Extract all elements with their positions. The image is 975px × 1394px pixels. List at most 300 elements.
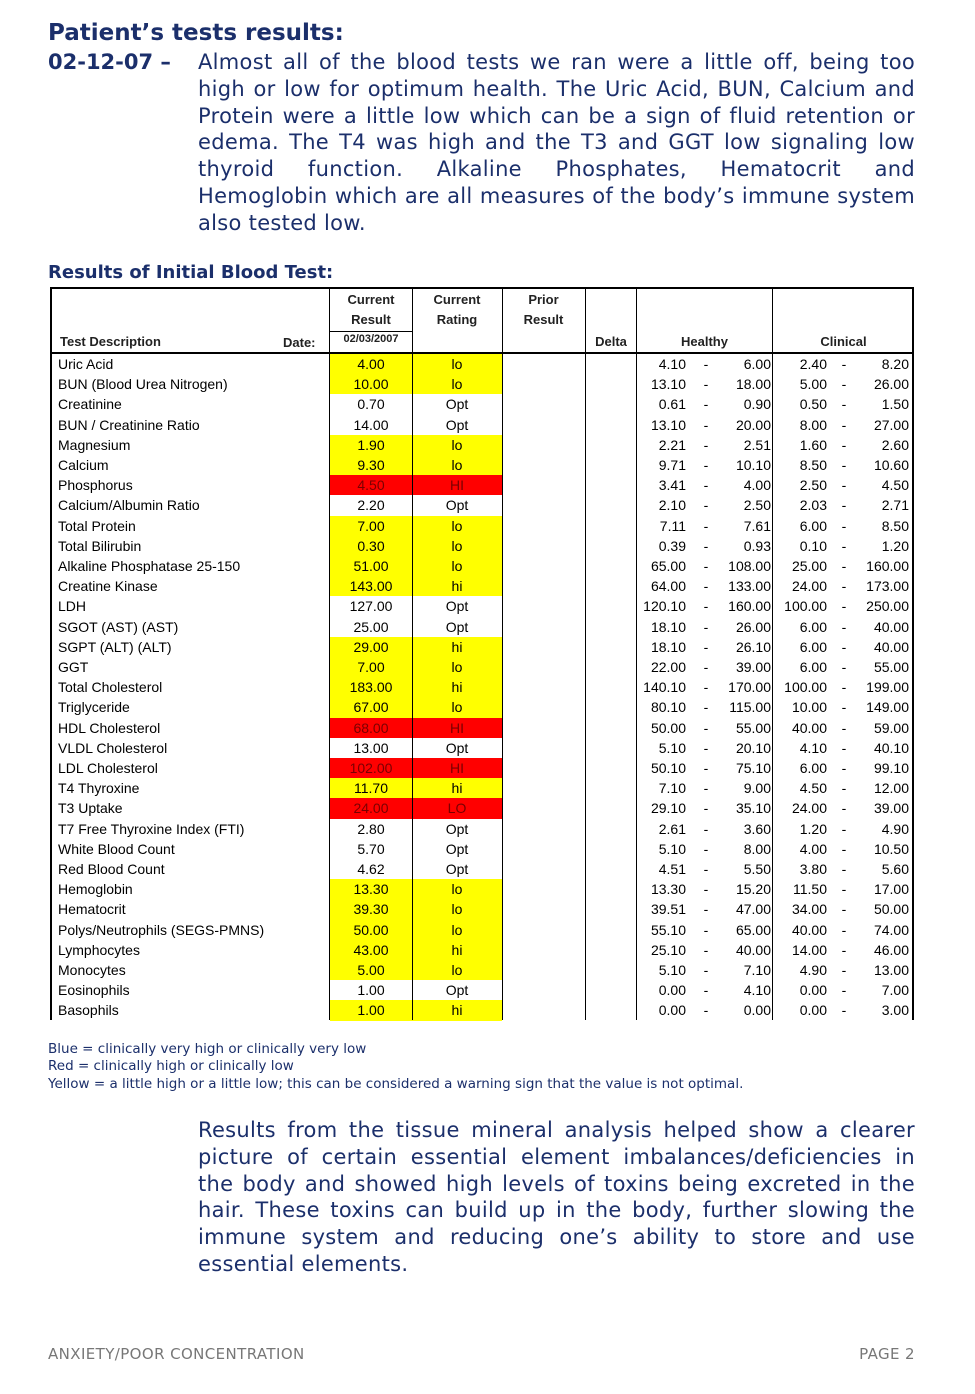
test-description: Monocytes (58, 962, 126, 978)
healthy-low: 0.00 (658, 982, 686, 999)
header-prior-result-line2: Result (523, 312, 564, 327)
healthy-high: 75.10 (735, 760, 771, 776)
healthy-low: 2.61 (658, 820, 686, 837)
test-description: LDL Cholesterol (58, 760, 158, 776)
current-rating: Opt (445, 416, 469, 433)
table-row (50, 879, 914, 899)
healthy-low: 0.00 (658, 1002, 686, 1019)
current-result: 4.50 (330, 475, 412, 495)
current-result: 9.30 (330, 455, 412, 475)
table-row (50, 374, 914, 394)
clinical-high: 17.00 (873, 881, 909, 898)
test-description: Calcium/Albumin Ratio (58, 497, 200, 514)
healthy-low: 5.10 (658, 840, 686, 857)
healthy-low: 13.10 (650, 416, 686, 433)
clinical-low: 0.00 (799, 982, 827, 999)
header-current-rating-line2: Rating (436, 312, 478, 327)
range-dash: - (703, 962, 709, 978)
outro-paragraph: Results from the tissue mineral analysis helped show a clearer picture of certain essential element imbalances/deficiencies in the body and showed high levels of toxins being excreted in the hair. These toxins can build up in the body, further slowing the immune system and reducing one’s ability to store and use essential elements. (198, 1118, 915, 1276)
current-result: 7.00 (330, 516, 412, 536)
table-row (50, 718, 914, 738)
clinical-high: 8.20 (881, 356, 909, 372)
range-dash: - (703, 457, 709, 473)
header-prior-result-line1: Prior (528, 292, 559, 307)
current-rating: lo (412, 899, 502, 919)
clinical-high: 250.00 (866, 598, 909, 615)
range-dash: - (703, 699, 709, 716)
clinical-high: 26.00 (873, 376, 909, 393)
clinical-low: 2.50 (799, 477, 827, 494)
healthy-low: 140.10 (643, 679, 686, 696)
range-dash: - (703, 1002, 709, 1019)
intro-paragraph: Almost all of the blood tests we ran were a little off, being too high or low for optimum health. The Uric Acid, BUN, Calcium and Protein were a little low which can be a sign of fluid retention or edema. The T4 was high and the T3 and GGT low signaling low thyroid function. Alkaline Phosphates, Hematocrit and Hemoglobin which are all measures of the body’s immune system also tested low. (198, 50, 915, 235)
test-description: VLDL Cholesterol (58, 739, 168, 756)
current-result: 11.70 (330, 778, 412, 798)
healthy-low: 50.10 (650, 760, 686, 776)
test-description: Polys/Neutrophils (SEGS-PMNS) (58, 921, 265, 938)
healthy-high: 8.00 (743, 840, 771, 857)
clinical-high: 13.00 (873, 962, 909, 978)
test-description: Creatine Kinase (58, 578, 158, 595)
table-row (50, 536, 914, 556)
healthy-high: 40.00 (735, 941, 771, 958)
range-dash: - (703, 638, 709, 655)
healthy-low: 0.61 (658, 396, 686, 413)
current-rating: HI (412, 758, 502, 778)
header-healthy: Healthy (681, 334, 728, 349)
clinical-low: 5.00 (799, 376, 827, 393)
current-rating: lo (412, 556, 502, 576)
table-row (50, 1000, 914, 1020)
clinical-low: 8.50 (799, 457, 827, 473)
range-dash: - (703, 578, 709, 595)
current-rating: hi (412, 778, 502, 798)
test-description: HDL Cholesterol (58, 719, 161, 736)
table-row (50, 354, 914, 374)
current-rating: lo (412, 657, 502, 677)
range-dash: - (703, 659, 709, 675)
table-row (50, 475, 914, 495)
healthy-high: 133.00 (728, 578, 771, 595)
range-dash: - (703, 537, 709, 554)
healthy-high: 26.00 (735, 618, 771, 635)
range-dash: - (841, 901, 847, 918)
range-dash: - (703, 982, 709, 999)
healthy-high: 4.00 (743, 477, 771, 494)
current-result: 51.00 (330, 556, 412, 576)
clinical-high: 99.10 (873, 760, 909, 776)
healthy-high: 9.00 (743, 780, 771, 797)
clinical-low: 8.00 (799, 416, 827, 433)
healthy-high: 115.00 (729, 699, 771, 716)
healthy-low: 80.10 (650, 699, 686, 716)
clinical-high: 199.00 (866, 679, 909, 696)
test-description: GGT (58, 659, 89, 675)
header-clinical: Clinical (820, 334, 867, 349)
current-result: 25.00 (353, 618, 389, 635)
range-dash: - (841, 1002, 847, 1019)
range-dash: - (703, 739, 709, 756)
healthy-low: 3.41 (658, 477, 686, 494)
healthy-low: 7.10 (658, 780, 686, 797)
clinical-low: 4.10 (799, 739, 827, 756)
current-rating: lo (412, 697, 502, 717)
current-rating: HI (412, 475, 502, 495)
clinical-low: 100.00 (784, 679, 827, 696)
table-row (50, 758, 914, 778)
current-rating: Opt (445, 497, 469, 514)
current-result: 1.90 (330, 435, 412, 455)
table-row (50, 798, 914, 818)
header-current-result-line2: Result (351, 312, 391, 327)
healthy-low: 5.10 (658, 962, 686, 978)
clinical-low: 100.00 (784, 598, 827, 615)
healthy-high: 108.00 (728, 558, 771, 574)
clinical-low: 6.00 (799, 618, 827, 635)
clinical-low: 11.50 (793, 881, 827, 898)
clinical-high: 40.10 (873, 739, 909, 756)
clinical-low: 1.20 (799, 820, 827, 837)
current-rating: lo (412, 354, 502, 374)
current-result: 1.00 (357, 982, 385, 999)
table-row (50, 738, 914, 758)
table-row (50, 415, 914, 435)
range-dash: - (703, 477, 709, 494)
healthy-low: 13.10 (650, 376, 686, 393)
clinical-high: 12.00 (873, 780, 909, 797)
current-rating: Opt (445, 982, 469, 999)
healthy-low: 120.10 (643, 598, 686, 615)
clinical-high: 39.00 (873, 800, 909, 817)
current-result: 24.00 (330, 798, 412, 818)
clinical-high: 7.00 (881, 982, 909, 999)
test-description: SGOT (AST) (AST) (58, 618, 179, 635)
page-heading: Patient’s tests results: (48, 20, 344, 46)
test-description: Total Cholesterol (58, 679, 163, 696)
range-dash: - (841, 982, 847, 999)
current-rating: hi (412, 576, 502, 596)
healthy-high: 6.00 (743, 356, 771, 372)
test-description: LDH (58, 598, 87, 615)
table-row (50, 657, 914, 677)
range-dash: - (841, 679, 847, 696)
range-dash: - (703, 820, 709, 837)
test-description: Lymphocytes (58, 941, 140, 958)
intro-date: 02-12-07 – (48, 50, 171, 74)
current-rating: lo (412, 516, 502, 536)
header-current-rating-line1: Current (433, 292, 481, 307)
test-description: T4 Thyroxine (58, 780, 140, 797)
current-result: 43.00 (330, 940, 412, 960)
clinical-low: 6.00 (799, 638, 827, 655)
clinical-low: 0.00 (799, 1002, 827, 1019)
range-dash: - (841, 416, 847, 433)
healthy-high: 3.60 (743, 820, 771, 837)
range-dash: - (703, 941, 709, 958)
clinical-high: 59.00 (873, 719, 909, 736)
table-row (50, 455, 914, 475)
clinical-high: 46.00 (873, 941, 909, 958)
healthy-high: 2.50 (743, 497, 771, 514)
range-dash: - (703, 598, 709, 615)
current-rating: lo (412, 455, 502, 475)
test-description: T7 Free Thyroxine Index (FTI) (58, 820, 245, 837)
clinical-high: 40.00 (873, 618, 909, 635)
clinical-low: 4.00 (799, 840, 827, 857)
header-date-value: 02/03/2007 (343, 333, 399, 345)
range-dash: - (841, 780, 847, 797)
range-dash: - (703, 800, 709, 817)
current-result: 13.00 (353, 739, 389, 756)
range-dash: - (841, 457, 847, 473)
healthy-high: 5.50 (743, 861, 771, 877)
range-dash: - (841, 881, 847, 898)
table-row (50, 596, 914, 616)
clinical-high: 160.00 (866, 558, 909, 574)
table-row (50, 859, 914, 879)
current-result: 10.00 (330, 374, 412, 394)
clinical-low: 40.00 (791, 719, 827, 736)
range-dash: - (841, 537, 847, 554)
clinical-high: 149.00 (866, 699, 909, 716)
healthy-low: 0.39 (658, 537, 686, 554)
test-description: Total Bilirubin (58, 537, 142, 554)
clinical-high: 173.00 (866, 578, 909, 595)
current-result: 67.00 (330, 697, 412, 717)
healthy-low: 22.00 (650, 659, 686, 675)
blood-test-table (50, 287, 914, 1020)
clinical-high: 1.20 (881, 537, 909, 554)
test-description: Creatinine (58, 396, 122, 413)
current-rating: Opt (445, 820, 469, 837)
range-dash: - (841, 820, 847, 837)
range-dash: - (703, 719, 709, 736)
clinical-high: 8.50 (881, 517, 909, 534)
range-dash: - (703, 679, 709, 696)
legend-yellow: Yellow = a little high or a little low; this can be considered a warning sign that the value is not optimal. (48, 1076, 744, 1092)
range-dash: - (841, 578, 847, 595)
range-dash: - (841, 800, 847, 817)
test-description: BUN / Creatinine Ratio (58, 416, 200, 433)
table-row (50, 697, 914, 717)
legend-red: Red = clinically high or clinically low (48, 1058, 294, 1074)
test-description: White Blood Count (58, 840, 175, 857)
healthy-high: 15.20 (735, 881, 771, 898)
healthy-high: 39.00 (735, 659, 771, 675)
section-title: Results of Initial Blood Test: (48, 262, 334, 283)
healthy-low: 13.30 (650, 881, 686, 898)
current-rating: lo (412, 879, 502, 899)
clinical-high: 10.50 (873, 840, 909, 857)
healthy-low: 29.10 (650, 800, 686, 817)
healthy-high: 65.00 (735, 921, 771, 938)
healthy-high: 35.10 (735, 800, 771, 817)
range-dash: - (703, 861, 709, 877)
range-dash: - (841, 638, 847, 655)
test-description: Magnesium (58, 436, 131, 453)
table-row (50, 940, 914, 960)
range-dash: - (841, 699, 847, 716)
current-result: 4.00 (330, 354, 412, 374)
healthy-low: 4.10 (658, 356, 686, 372)
table-row (50, 677, 914, 697)
current-rating: hi (412, 1000, 502, 1020)
range-dash: - (841, 436, 847, 453)
range-dash: - (703, 921, 709, 938)
healthy-high: 55.00 (735, 719, 771, 736)
range-dash: - (841, 739, 847, 756)
clinical-high: 50.00 (873, 901, 909, 918)
healthy-high: 26.10 (735, 638, 771, 655)
current-result: 4.62 (357, 861, 385, 877)
range-dash: - (703, 396, 709, 413)
header-current-result-line1: Current (347, 292, 395, 307)
range-dash: - (703, 780, 709, 797)
clinical-low: 10.00 (791, 699, 827, 716)
range-dash: - (703, 840, 709, 857)
range-dash: - (703, 436, 709, 453)
healthy-high: 2.51 (743, 436, 771, 453)
clinical-high: 27.00 (873, 416, 909, 433)
clinical-high: 74.00 (873, 921, 909, 938)
test-description: Triglyceride (58, 699, 130, 716)
header-test-description: Test Description (60, 334, 161, 349)
range-dash: - (841, 477, 847, 494)
range-dash: - (841, 840, 847, 857)
current-rating: HI (412, 718, 502, 738)
healthy-low: 39.51 (650, 901, 686, 918)
range-dash: - (841, 760, 847, 776)
clinical-high: 10.60 (873, 457, 909, 473)
table-row (50, 435, 914, 455)
header-current-result (330, 290, 412, 330)
table-row (50, 394, 914, 414)
current-result: 183.00 (330, 677, 412, 697)
header-delta: Delta (595, 334, 627, 349)
clinical-low: 2.40 (799, 356, 827, 372)
header-prior-result (502, 290, 585, 330)
range-dash: - (703, 881, 709, 898)
table-row (50, 980, 914, 1000)
footer-page-number: PAGE 2 (859, 1345, 915, 1363)
current-result: 68.00 (330, 718, 412, 738)
current-rating: Opt (445, 618, 469, 635)
healthy-high: 18.00 (735, 376, 771, 393)
clinical-low: 0.50 (799, 396, 827, 413)
healthy-low: 4.51 (658, 861, 686, 877)
healthy-low: 18.10 (650, 638, 686, 655)
range-dash: - (841, 719, 847, 736)
current-result: 1.00 (330, 1000, 412, 1020)
table-row (50, 576, 914, 596)
current-rating: hi (412, 940, 502, 960)
clinical-high: 40.00 (873, 638, 909, 655)
healthy-low: 65.00 (650, 558, 686, 574)
current-result: 127.00 (349, 598, 393, 615)
healthy-high: 7.61 (743, 517, 771, 534)
clinical-low: 0.10 (799, 537, 827, 554)
current-result: 50.00 (330, 920, 412, 940)
range-dash: - (703, 517, 709, 534)
table-row (50, 778, 914, 798)
clinical-high: 4.50 (881, 477, 909, 494)
healthy-low: 9.71 (658, 457, 686, 473)
clinical-low: 6.00 (799, 517, 827, 534)
clinical-low: 24.00 (791, 578, 827, 595)
table-row (50, 839, 914, 859)
healthy-high: 10.10 (735, 457, 771, 473)
range-dash: - (703, 356, 709, 372)
table-row (50, 556, 914, 576)
clinical-low: 6.00 (799, 659, 827, 675)
legend-blue: Blue = clinically very high or clinically very low (48, 1041, 367, 1057)
range-dash: - (841, 921, 847, 938)
range-dash: - (841, 558, 847, 574)
range-dash: - (703, 376, 709, 393)
healthy-low: 5.10 (658, 739, 686, 756)
clinical-high: 5.60 (881, 861, 909, 877)
table-row (50, 516, 914, 536)
healthy-low: 50.00 (650, 719, 686, 736)
current-result: 5.70 (357, 840, 385, 857)
range-dash: - (841, 517, 847, 534)
table-row (50, 617, 914, 637)
table-row (50, 920, 914, 940)
clinical-high: 2.71 (881, 497, 909, 514)
healthy-low: 55.10 (650, 921, 686, 938)
current-result: 143.00 (330, 576, 412, 596)
healthy-high: 20.00 (735, 416, 771, 433)
test-description: SGPT (ALT) (ALT) (58, 638, 172, 655)
header-date-label: Date: (283, 335, 316, 350)
current-rating: hi (412, 677, 502, 697)
test-description: Uric Acid (58, 356, 114, 372)
healthy-high: 0.93 (743, 537, 771, 554)
healthy-low: 2.10 (658, 497, 686, 514)
clinical-low: 4.50 (799, 780, 827, 797)
healthy-high: 160.00 (728, 598, 771, 615)
table-row (50, 495, 914, 515)
current-rating: Opt (445, 840, 469, 857)
range-dash: - (703, 416, 709, 433)
range-dash: - (703, 901, 709, 918)
range-dash: - (841, 598, 847, 615)
test-description: Basophils (58, 1002, 119, 1019)
range-dash: - (841, 356, 847, 372)
clinical-high: 55.00 (873, 659, 909, 675)
clinical-low: 2.03 (799, 497, 827, 514)
clinical-low: 14.00 (791, 941, 827, 958)
current-rating: Opt (445, 861, 469, 877)
test-description: Phosphorus (58, 477, 133, 494)
range-dash: - (703, 618, 709, 635)
current-result: 0.30 (330, 536, 412, 556)
test-description: BUN (Blood Urea Nitrogen) (58, 376, 228, 393)
table-row (50, 819, 914, 839)
clinical-low: 1.60 (799, 436, 827, 453)
test-description: Calcium (58, 457, 109, 473)
clinical-low: 6.00 (799, 760, 827, 776)
range-dash: - (841, 659, 847, 675)
test-description: Eosinophils (58, 982, 130, 999)
range-dash: - (841, 376, 847, 393)
current-rating: lo (412, 374, 502, 394)
current-result: 7.00 (330, 657, 412, 677)
table-row (50, 960, 914, 980)
range-dash: - (841, 618, 847, 635)
table-row (50, 637, 914, 657)
clinical-low: 24.00 (791, 800, 827, 817)
